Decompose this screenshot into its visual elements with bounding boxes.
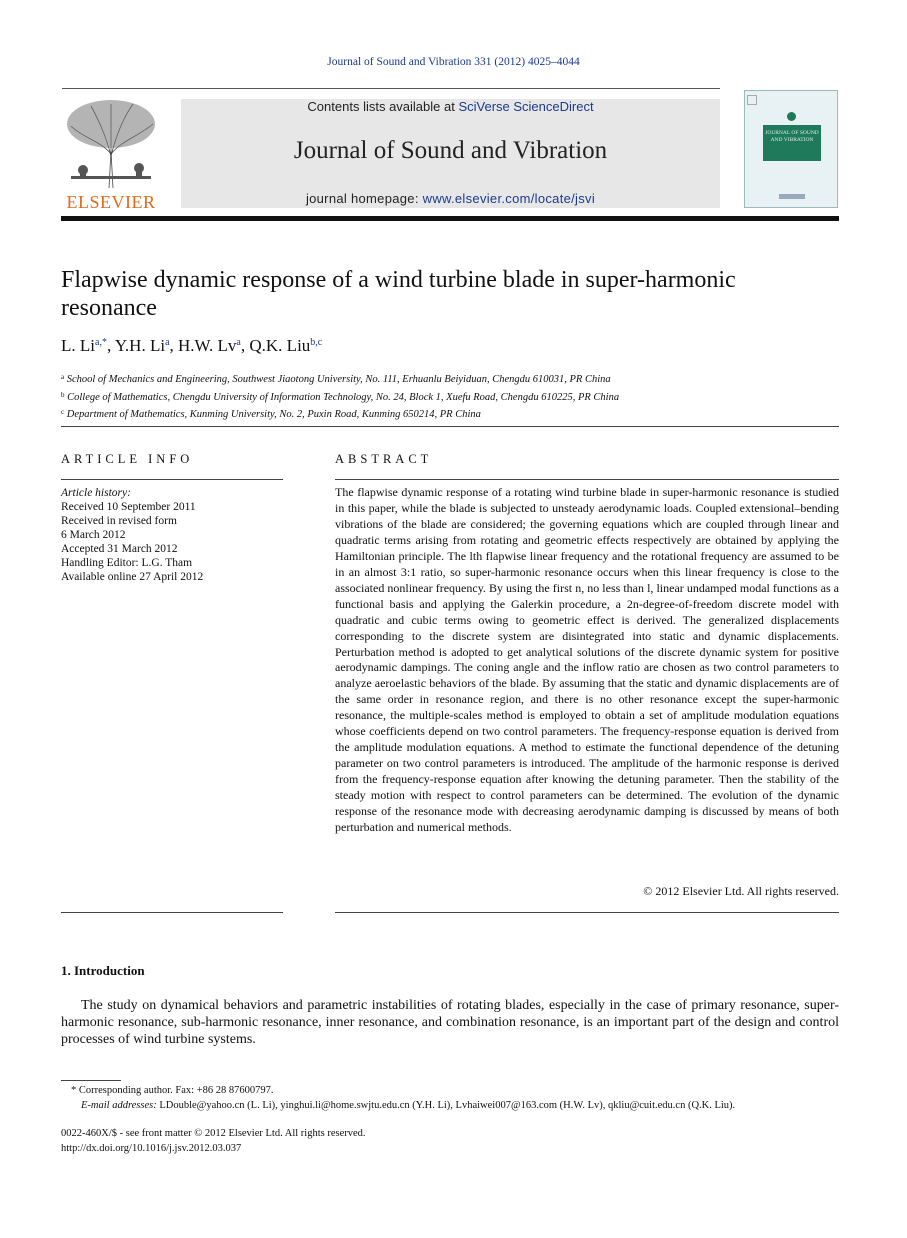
contents-prefix: Contents lists available at (307, 99, 459, 114)
footnote-emails (61, 1098, 871, 1113)
history-item: Handling Editor: L.G. Tham (61, 557, 193, 569)
article-meta (61, 1126, 366, 1156)
history-item: 6 March 2012 (61, 529, 126, 541)
footnote-rule (61, 1080, 121, 1081)
abstract-bottom-rule (335, 912, 839, 913)
elsevier-wordmark: ELSEVIER (66, 192, 156, 212)
cover-emblem-icon (787, 112, 796, 121)
affiliation-mark: a (61, 373, 65, 381)
footnote-corresponding: * Corresponding author. Fax: +86 28 87600797. (71, 1085, 274, 1096)
author-name[interactable]: Y.H. Li (114, 336, 166, 355)
affiliation-mark: b (61, 390, 65, 399)
journal-banner (181, 99, 720, 208)
affiliation-rule (61, 426, 839, 427)
author-name[interactable]: L. Li (61, 336, 95, 355)
header-top-rule (62, 88, 720, 89)
homepage-link[interactable]: www.elsevier.com/locate/jsvi (422, 191, 596, 206)
introduction-paragraph: The study on dynamical behaviors and parametric instabilities of rotating blades, especially in the case of primary resonance, super-harmonic resonance, sub-harmonic resonance, inner resonance, and combination resonance, is an important part of the design and control processes of wind turbine systems. (61, 998, 839, 1047)
affiliation-item (61, 370, 841, 388)
cover-title-box: JOURNAL OF SOUND AND VIBRATION (763, 125, 821, 161)
cover-publisher-mark (779, 194, 805, 199)
history-label: Article history: (61, 487, 131, 499)
affiliation-item (61, 405, 841, 423)
abstract-heading: ABSTRACT (335, 452, 433, 466)
author-name[interactable]: H.W. Lv (178, 336, 237, 355)
history-item: Received 10 September 2011 (61, 501, 196, 513)
journal-citation[interactable]: Journal of Sound and Vibration 331 (2012) 4025–4044 (327, 56, 580, 68)
article-info-rule (61, 479, 283, 480)
sciencedirect-link[interactable]: SciVerse ScienceDirect (458, 99, 594, 114)
affiliation-text: College of Mathematics, Chengdu University of Information Technology, No. 24, Block 1, Xuefu Road, Chengdu 610225, PR China (67, 391, 620, 403)
author-name[interactable]: Q.K. Liu (249, 336, 311, 355)
email-label: E-mail addresses: (81, 1100, 157, 1111)
author-list: L. $Li^{a,*}$, Y.H. Li$^a$, H.W. Lv$^a$, Q.K. Liu$^{b,c}$ (61, 336, 323, 355)
affiliation-mark: c (61, 408, 65, 416)
header-thick-rule (61, 216, 839, 221)
cover-mark-icon (747, 95, 757, 105)
journal-cover-thumbnail[interactable] (744, 90, 838, 208)
history-item: Received in revised form (61, 515, 177, 527)
journal-name: Journal of Sound and Vibration (293, 137, 608, 164)
affiliation-text: School of Mechanics and Engineering, Southwest Jiaotong University, No. 111, Erhuanlu Beiyiduan, Chengdu 610031, PR China (66, 374, 611, 385)
abstract-text: The flapwise dynamic response of a rotating wind turbine blade in super-harmonic resonance is studied in this paper, while the blade is subjected to unsteady aerodynamic loads. Coupled extensional–bending vibrations of the blade are considered; the governing equations which are coupled through linear and quadratic terms arising from rotating and geometric effects respectively are obtained by applying the Hamiltonian principle. The lth flapwise linear frequency and the rotational frequency are assumed to be in an almost 3:1 ratio, so super-harmonic resonance occurs when this linear frequency is close to the associated nonlinear frequency. By using the first n, no less than l, linear undamped modal functions as a functional basis and applying the Galerkin procedure, a 2n-degree-of-freedom discrete model with quadratic and cubic terms owing to geometric effect is derived. The generalized displacements corresponding to the discrete system are disintegrated into static and dynamic displacements. Perturbation method is adopted to get analytical solutions of the discrete dynamic system for positive aerodynamic dampings. The coning angle and the inflow ratio are chosen as two control parameters to analyze aeroelastic behaviors of the blade. By assuming that the static and dynamic displacements are of the same order in resonance region, and there is no other resonance except the super-harmonic resonance, the multiple-scales method is employed to obtain a set of amplitude modulation equations whose coefficients depend on two control parameters. The frequency-response equation is derived from the amplitude modulation equations. A method to estimate the functional dependence of the detuning parameter on two control parameters is introduced. The amplitude of the harmonic response is derived from the frequency-response equation after knowing the detuning parameter. Then the stability of the steady motion with respect to control parameters can be determined. The evolution of the dynamic response of the resonance mode with decreasing aerodynamic damping is discussed by means of both perturbation and numerical methods. (335, 485, 839, 835)
affiliation-list (61, 370, 841, 423)
article-title: Flapwise dynamic response of a wind turbine blade in super-harmonic resonance (61, 267, 736, 321)
author-affil-mark[interactable]: a (165, 337, 170, 348)
history-item: Available online 27 April 2012 (61, 571, 204, 583)
email-list[interactable]: LDouble@yahoo.cn (L. Li), yinghui.li@home.swjtu.edu.cn (Y.H. Li), Lvhaiwei007@163.com (H.W. Lv), qkliu@cuit.edu.cn (Q.K. Liu). (159, 1100, 736, 1111)
article-info-heading: ARTICLE INFO (61, 452, 194, 466)
contents-line (181, 99, 720, 114)
history-item: Accepted 31 March 2012 (61, 543, 178, 555)
issn-line: 0022-460X/$ - see front matter © 2012 Elsevier Ltd. All rights reserved. (61, 1128, 366, 1139)
abstract-copyright: © 2012 Elsevier Ltd. All rights reserved. (643, 884, 839, 898)
abstract-rule (335, 479, 839, 480)
affiliation-text: Department of Mathematics, Kunming University, No. 2, Puxin Road, Kunming 650214, PR China (66, 409, 481, 420)
article-history (61, 486, 283, 584)
author-affil-mark[interactable]: a (236, 337, 241, 348)
article-info-bottom-rule (61, 912, 283, 913)
homepage-prefix: journal homepage: (305, 191, 423, 206)
author-affil-mark[interactable]: a,* (95, 337, 107, 348)
author-affil-mark[interactable]: b,c (310, 337, 323, 348)
section-heading-introduction: 1. Introduction (61, 963, 145, 978)
doi-link[interactable]: http://dx.doi.org/10.1016/j.jsv.2012.03.037 (61, 1143, 242, 1154)
homepage-line (181, 191, 720, 206)
affiliation-item (61, 388, 841, 406)
tree-icon (61, 96, 161, 192)
